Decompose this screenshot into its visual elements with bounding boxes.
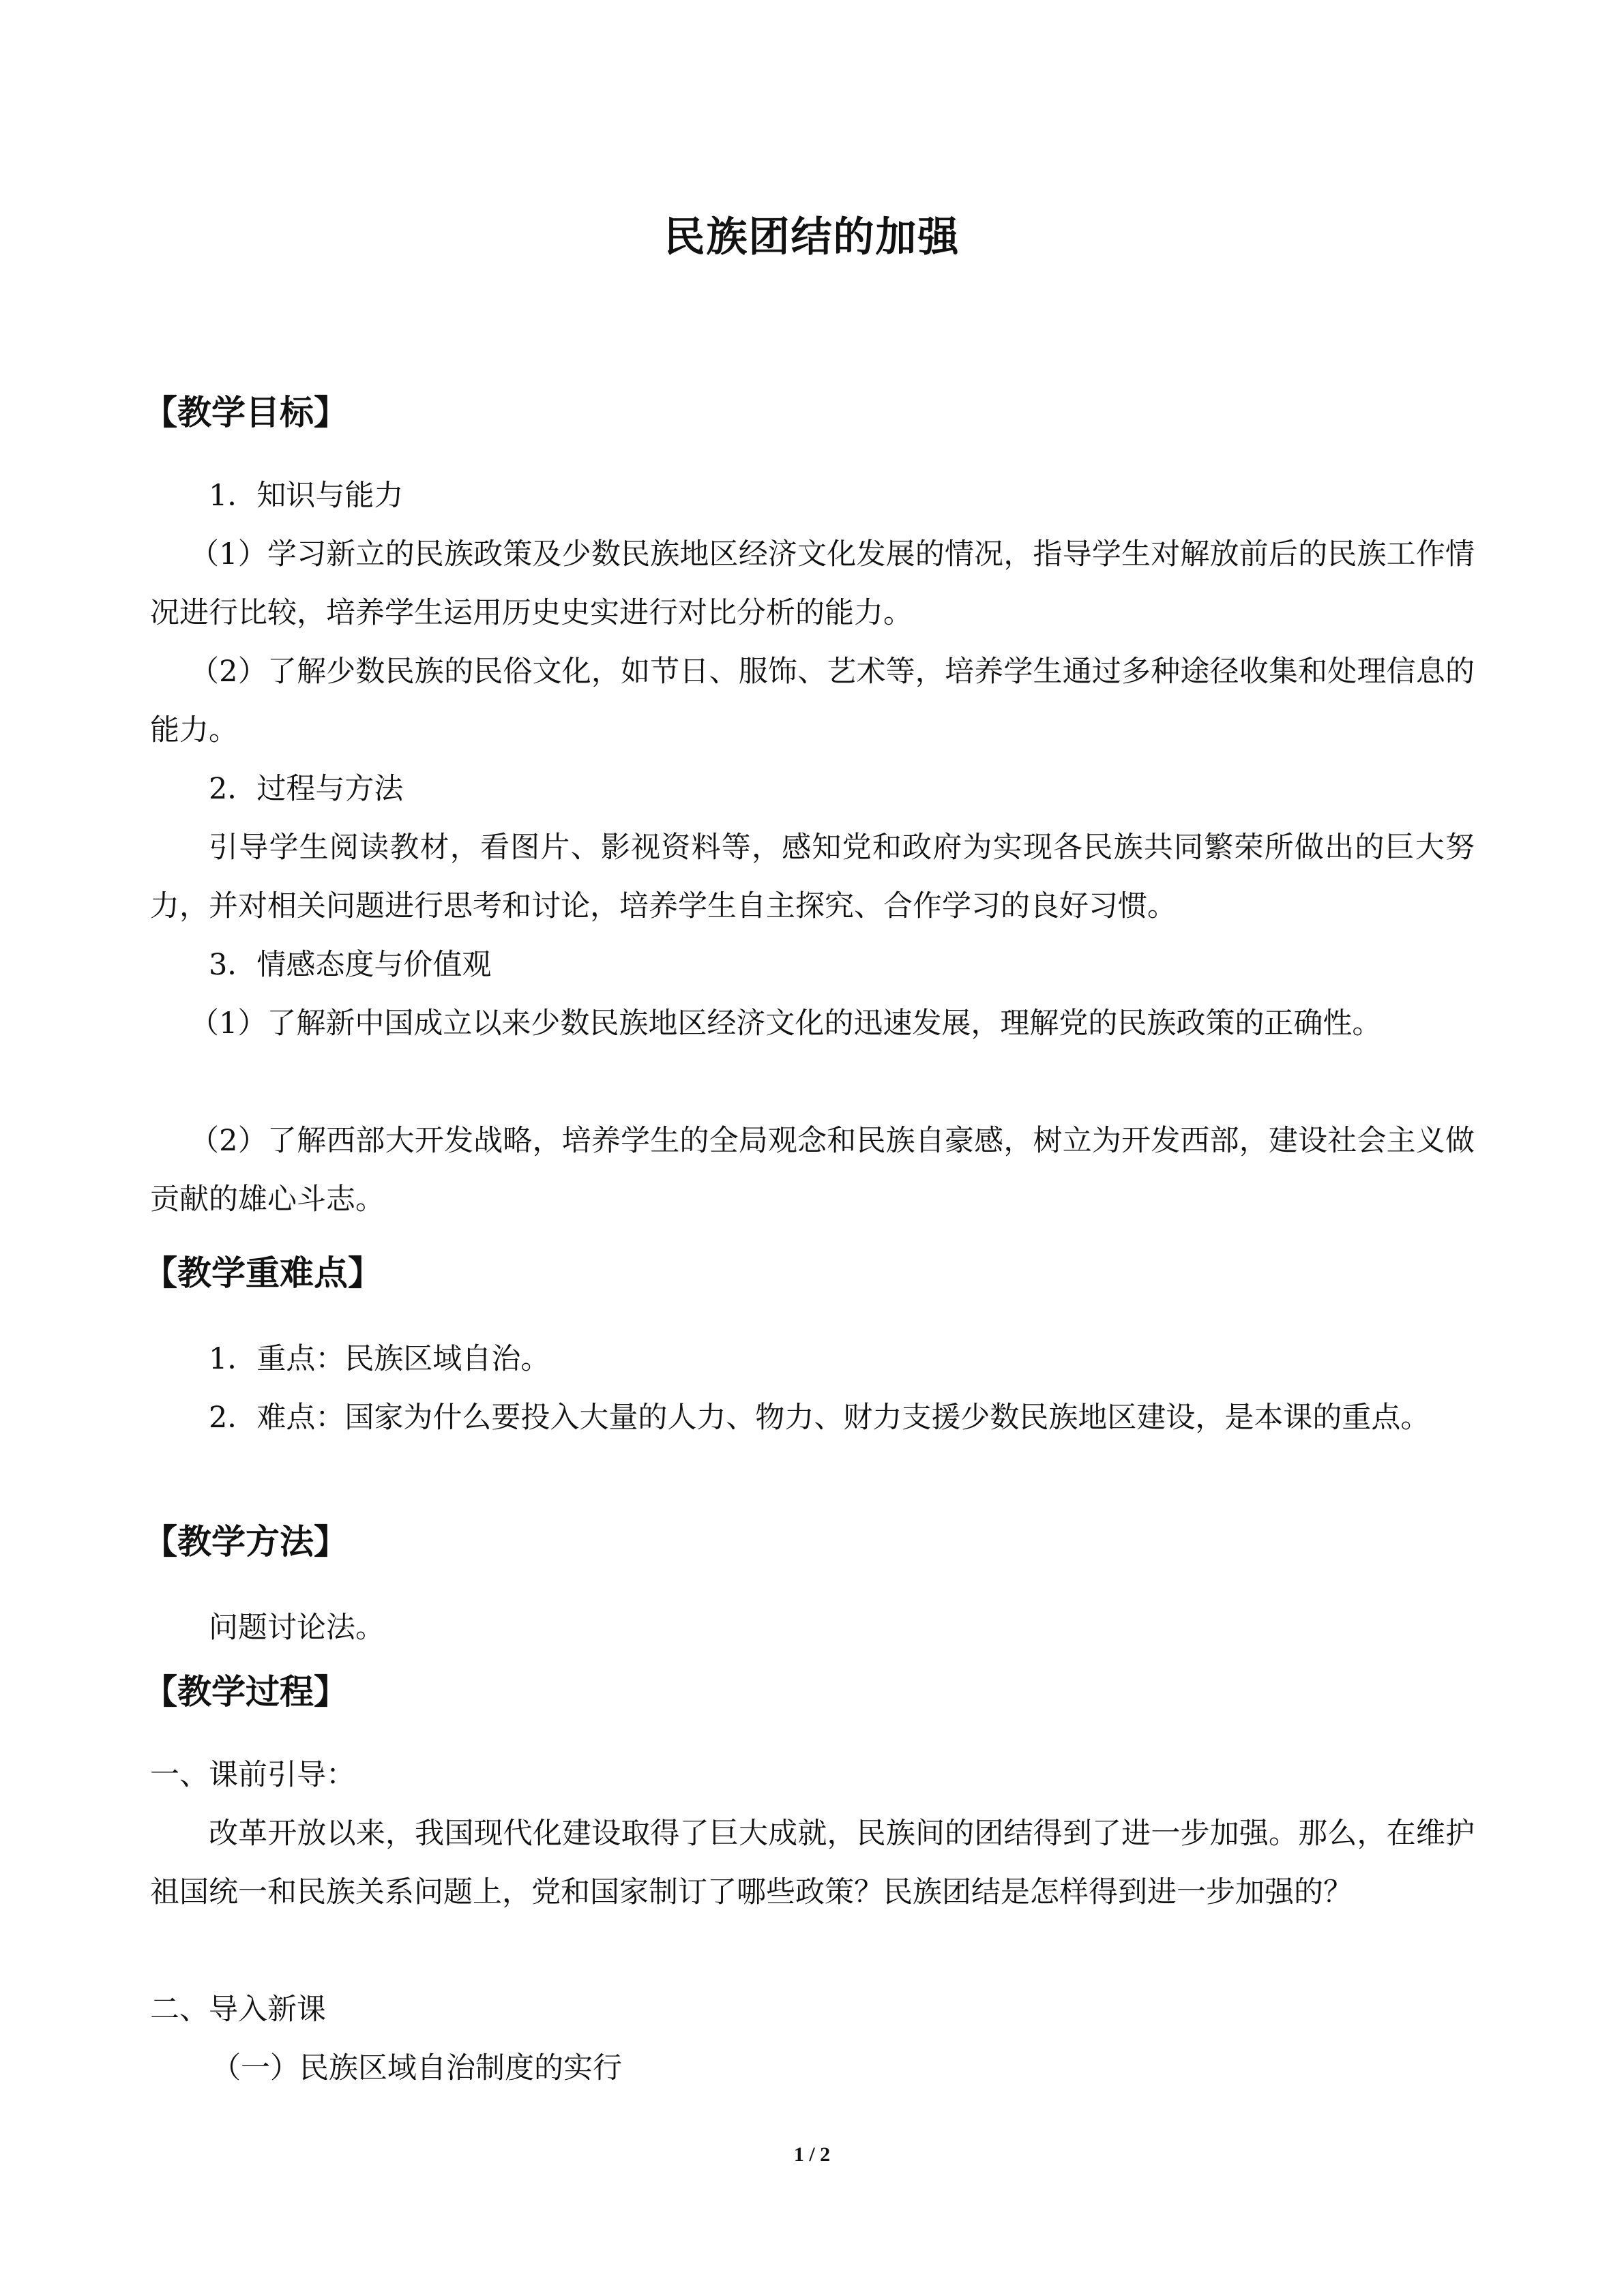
page-number: 1 / 2 <box>793 2143 831 2166</box>
objective-item-3-paragraph-1: （1）了解新中国成立以来少数民族地区经济文化的迅速发展，理解党的民族政策的正确性。 <box>190 1007 1382 1041</box>
key-point-1: 1．重点：民族区域自治。 <box>209 1342 550 1376</box>
section-heading-process: 【教学过程】 <box>143 1672 348 1712</box>
objective-item-2-paragraph: 引导学生阅读教材，看图片、影视资料等，感知党和政府为实现各民族共同繁荣所做出的巨大努力，并对相关问题进行思考和讨论，培养学生自主探究、合作学习的良好习惯。 <box>150 831 1475 923</box>
process-part-2-subsection-1: （一）民族区域自治制度的实行 <box>211 2051 622 2085</box>
objective-item-1-paragraph-1: （1）学习新立的民族政策及少数民族地区经济文化发展的情况，指导学生对解放前后的民族工作情况进行比较，培养学生运用历史史实进行对比分析的能力。 <box>150 537 1475 630</box>
key-point-2: 2．难点：国家为什么要投入大量的人力、物力、财力支援少数民族地区建设，是本课的重点。 <box>209 1401 1430 1435</box>
process-part-1-label: 一、课前引导： <box>150 1758 355 1792</box>
method-text: 问题讨论法。 <box>209 1611 385 1645</box>
process-part-1-paragraph: 改革开放以来，我国现代化建设取得了巨大成就，民族间的团结得到了进一步加强。那么，在维护祖国统一和民族关系问题上，党和国家制订了哪些政策？民族团结是怎样得到进一步加强的？ <box>150 1817 1475 1909</box>
section-heading-key-points: 【教学重难点】 <box>143 1253 382 1293</box>
objective-item-3-paragraph-2: （2）了解西部大开发战略，培养学生的全局观念和民族自豪感，树立为开发西部，建设社会主义做贡献的雄心斗志。 <box>150 1124 1475 1217</box>
objective-item-1-label: 1．知识与能力 <box>209 479 404 513</box>
objective-item-2-label: 2．过程与方法 <box>209 772 404 806</box>
objective-item-1-paragraph-2: （2）了解少数民族的民俗文化，如节日、服饰、艺术等，培养学生通过多种途径收集和处理信息的能力。 <box>150 655 1475 747</box>
section-heading-methods: 【教学方法】 <box>143 1522 348 1562</box>
process-part-2-label: 二、导入新课 <box>150 1993 326 2027</box>
section-heading-objectives: 【教学目标】 <box>143 393 348 432</box>
objective-item-3-label: 3．情感态度与价值观 <box>209 948 492 982</box>
page-title: 民族团结的加强 <box>664 213 960 261</box>
